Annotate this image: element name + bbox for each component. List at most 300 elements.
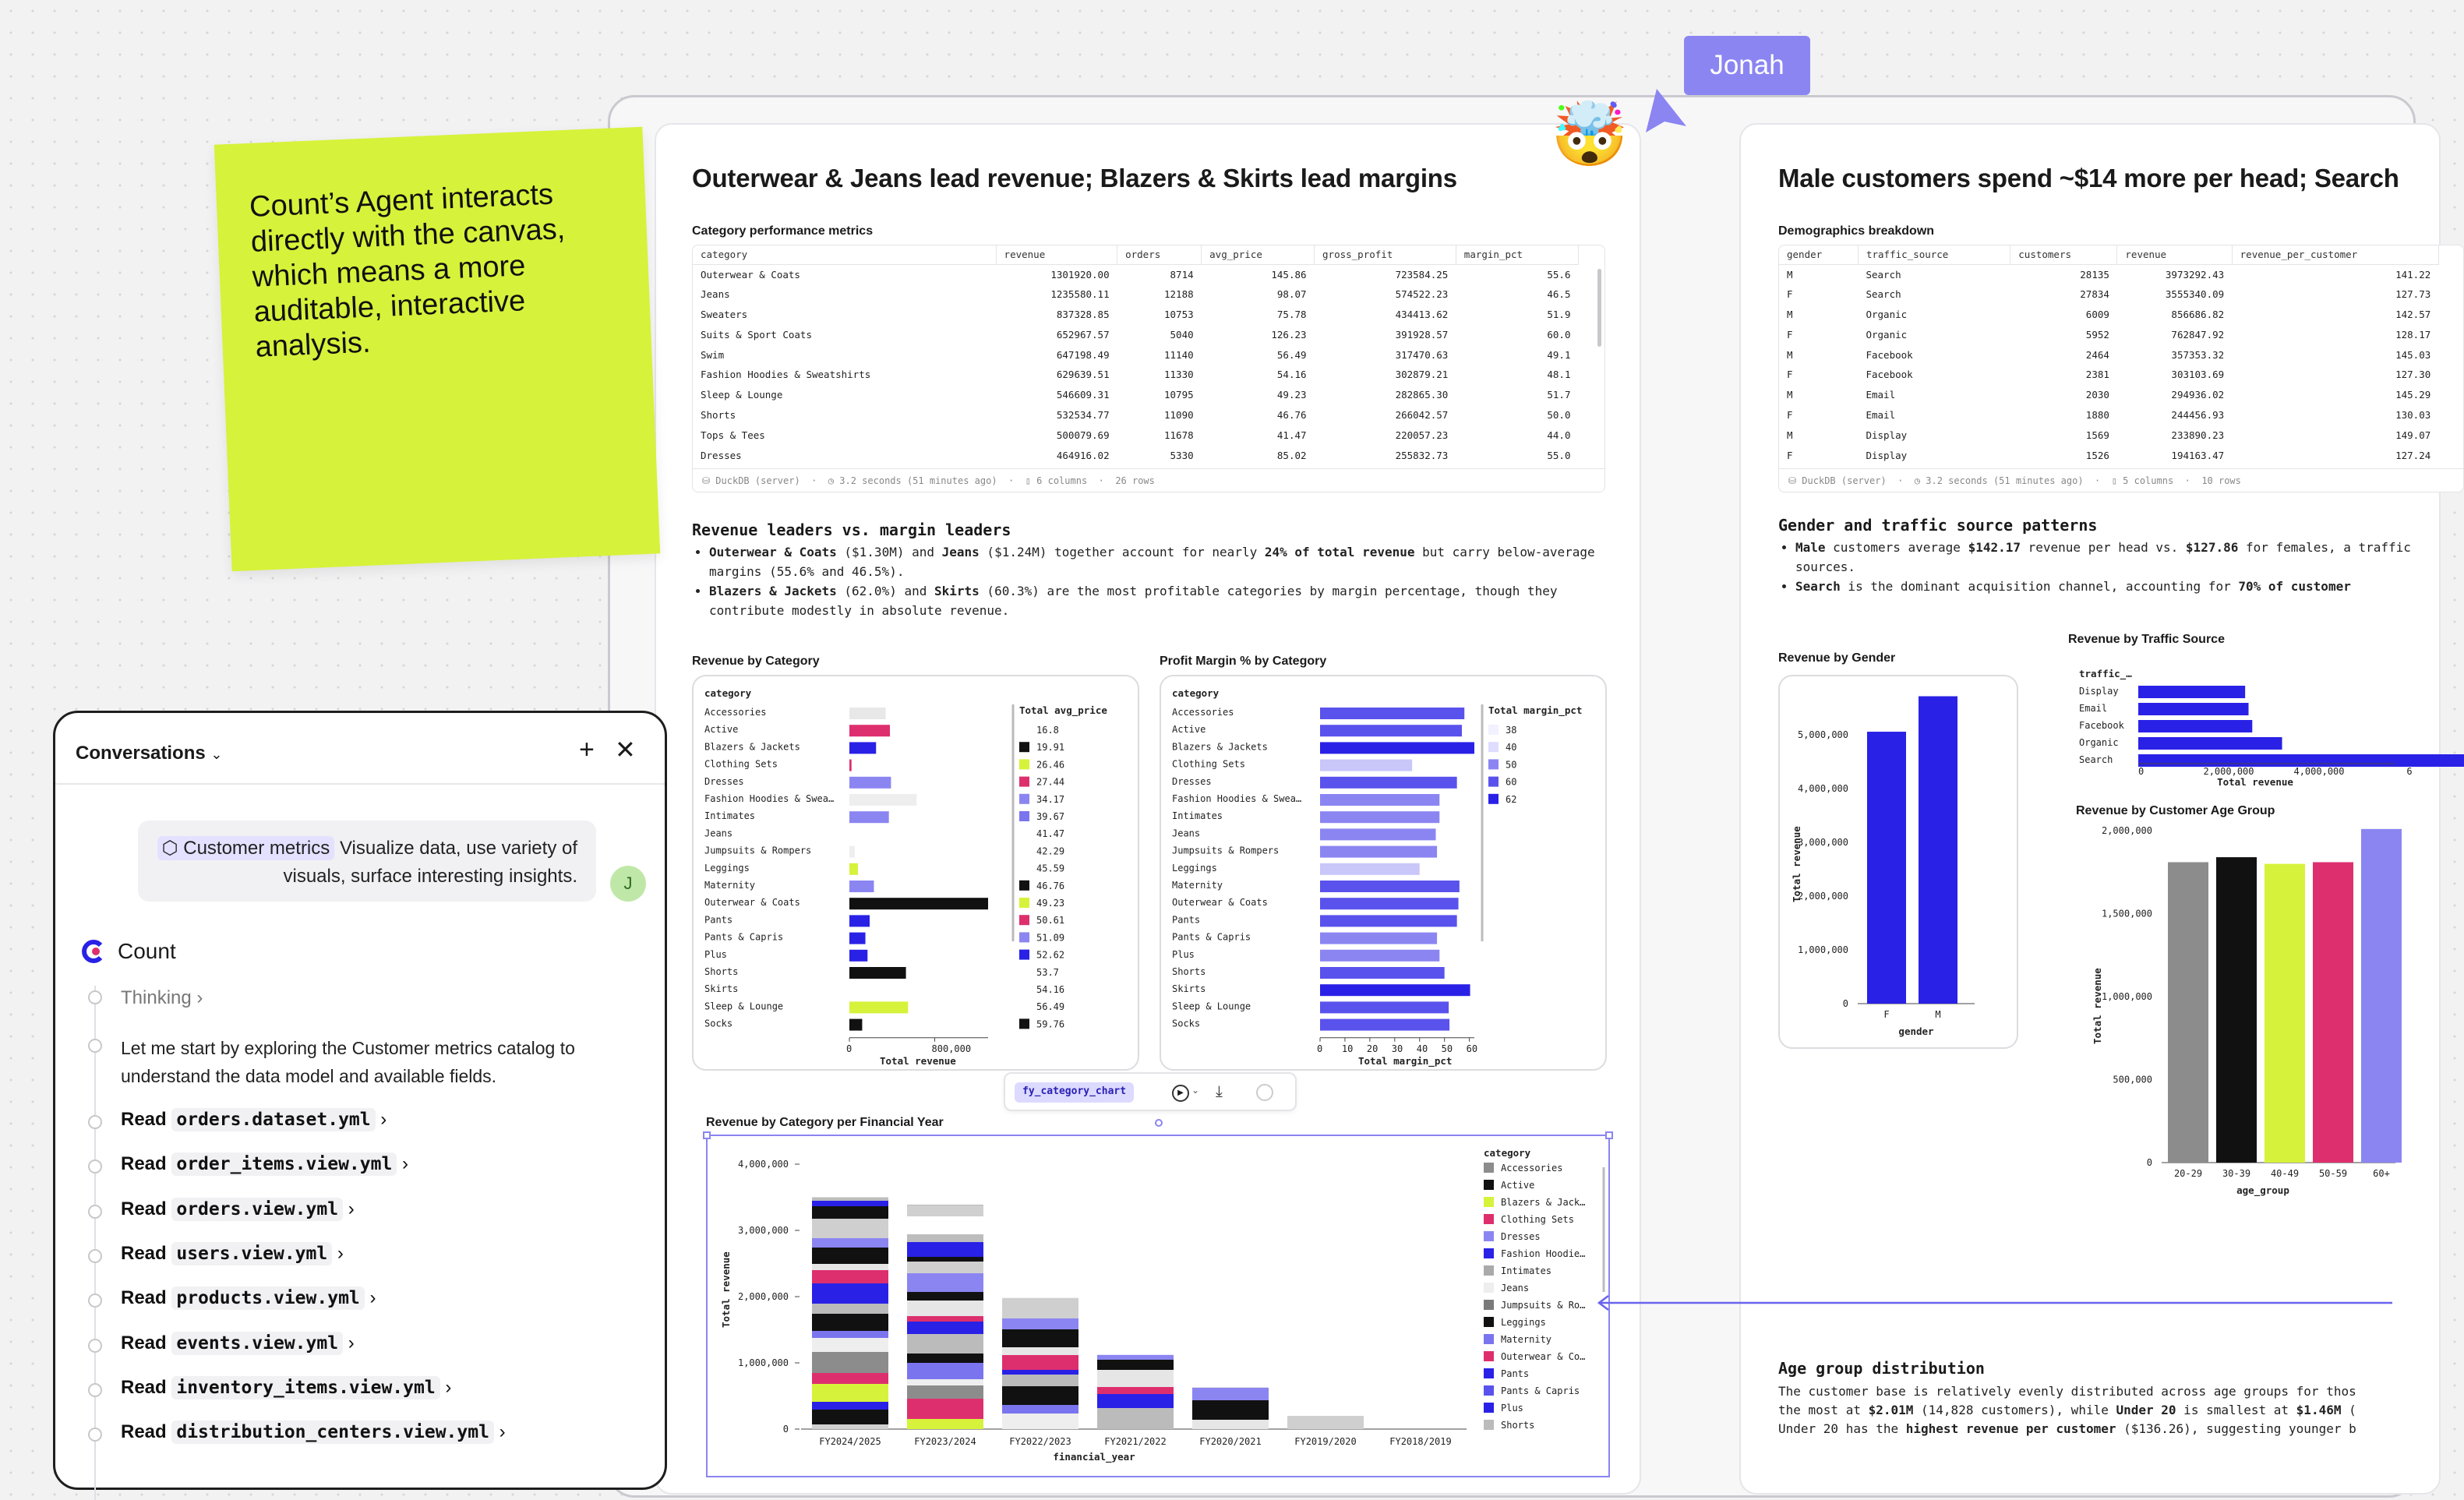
column-header[interactable]: margin_pct — [1456, 245, 1578, 264]
bar[interactable] — [849, 1001, 908, 1013]
tick-label: FY2021/2022 — [1104, 1436, 1166, 1447]
bar-segment[interactable] — [812, 1198, 888, 1202]
bar[interactable] — [1320, 777, 1457, 789]
tick-label: F — [1883, 1009, 1889, 1020]
bar[interactable] — [2138, 686, 2245, 698]
table-row[interactable] — [693, 365, 1604, 385]
step-dot — [88, 1039, 102, 1053]
legend-label: 52.62 — [1036, 950, 1064, 961]
revenue-by-gender-chart[interactable] — [1778, 675, 2018, 1049]
bar[interactable] — [2361, 829, 2402, 1163]
tick-label: Skirts — [1172, 983, 1206, 994]
tick-label: 0 — [1843, 998, 1848, 1009]
legend-label: Pants — [1501, 1368, 1529, 1379]
chart-svg — [694, 676, 1141, 1072]
bar[interactable] — [849, 794, 916, 806]
bar-segment[interactable] — [812, 1248, 888, 1264]
chart-title: Revenue by Category — [692, 655, 820, 669]
thinking-toggle[interactable]: Thinking › — [121, 987, 203, 1009]
bar[interactable] — [1320, 881, 1460, 892]
legend-swatch — [1484, 1403, 1494, 1413]
read-file-step[interactable]: Read products.view.yml › — [121, 1287, 376, 1309]
table-row[interactable] — [693, 405, 1604, 425]
column-header[interactable]: gender — [1779, 245, 1858, 264]
tick-label: FY2024/2025 — [819, 1436, 881, 1447]
bar-segment[interactable] — [812, 1402, 888, 1410]
table-cell: 303103.69 — [2117, 365, 2232, 385]
table-caption: Demographics breakdown — [1778, 224, 1934, 238]
tick-label: Clothing Sets — [704, 759, 778, 770]
section-heading: Revenue leaders vs. margin leaders — [692, 521, 1011, 539]
table-row[interactable] — [693, 305, 1604, 325]
bar-segment[interactable] — [812, 1314, 888, 1331]
bar-segment[interactable] — [1192, 1388, 1269, 1400]
play-icon[interactable]: ▶ — [1172, 1085, 1189, 1102]
bar-segment[interactable] — [907, 1242, 983, 1257]
table-cell: 28135 — [2010, 264, 2117, 284]
table-row[interactable] — [1779, 365, 2463, 385]
bar[interactable] — [2138, 720, 2252, 732]
bar-segment[interactable] — [812, 1373, 888, 1384]
bar-segment[interactable] — [907, 1292, 983, 1301]
bar-segment[interactable] — [907, 1419, 983, 1429]
bar-segment[interactable] — [907, 1205, 983, 1216]
bar-segment[interactable] — [812, 1331, 888, 1338]
tick-label: Outerwear & Coats — [704, 897, 800, 908]
legend-swatch — [1488, 725, 1499, 735]
legend-swatch — [1019, 742, 1029, 752]
bar-segment[interactable] — [1002, 1386, 1078, 1405]
bar[interactable] — [849, 1019, 862, 1031]
table-cell: Outerwear & Coats — [693, 264, 996, 284]
column-header[interactable]: revenue_per_customer — [2232, 245, 2438, 264]
tick-label: FY2020/2021 — [1199, 1436, 1261, 1447]
bar[interactable] — [2216, 857, 2257, 1163]
bar[interactable] — [1867, 732, 1906, 1004]
table-cell: 6009 — [2010, 305, 2117, 325]
legend-label: Shorts — [1501, 1420, 1534, 1431]
bar[interactable] — [2138, 703, 2249, 715]
bar[interactable] — [849, 967, 906, 979]
table-cell: Swim — [693, 344, 996, 365]
legend-swatch — [1484, 1420, 1494, 1430]
table-row[interactable] — [1779, 425, 2463, 445]
tick-label: 2,000,000 — [2203, 766, 2254, 777]
bar[interactable] — [2265, 864, 2305, 1163]
sticky-note[interactable] — [214, 127, 660, 572]
table-row[interactable] — [1779, 284, 2463, 305]
read-file-step[interactable]: Read events.view.yml › — [121, 1332, 355, 1354]
tick-label: Email — [2079, 703, 2107, 714]
bar[interactable] — [1919, 697, 1957, 1004]
bar-segment[interactable] — [907, 1234, 983, 1242]
legend-swatch — [1019, 915, 1029, 925]
y-axis-title: Total revenue — [2092, 968, 2103, 1044]
table-cell: 127.73 — [2232, 284, 2438, 305]
bar-segment[interactable] — [1097, 1408, 1174, 1429]
revenue-by-category-chart[interactable] — [692, 675, 1139, 1071]
bar-segment[interactable] — [812, 1238, 888, 1248]
count-logo-icon — [79, 939, 104, 964]
table-scrollbar[interactable] — [1597, 269, 1601, 347]
bar-segment[interactable] — [1097, 1355, 1174, 1360]
insight-bullets — [1780, 538, 2450, 596]
table-row[interactable] — [1779, 445, 2463, 465]
tick-label: 1,000,000 — [2102, 991, 2152, 1002]
tick-label: Display — [2079, 686, 2119, 697]
table-row[interactable] — [693, 264, 1604, 284]
bar-segment[interactable] — [1192, 1420, 1269, 1429]
bar-segment[interactable] — [907, 1257, 983, 1262]
read-file-step[interactable]: Read orders.view.yml › — [121, 1198, 355, 1220]
column-header[interactable]: category — [693, 245, 996, 264]
chevron-down-icon[interactable]: ⌄ — [1191, 1085, 1199, 1096]
bar-segment[interactable] — [1097, 1370, 1174, 1387]
table-cell: Facebook — [1858, 365, 2010, 385]
table-row[interactable] — [693, 284, 1604, 305]
tick-label: Sleep & Lounge — [704, 1001, 783, 1011]
bar-segment[interactable] — [1002, 1405, 1078, 1414]
legend-swatch — [1019, 932, 1029, 942]
bar-segment[interactable] — [1192, 1400, 1269, 1420]
tick-label: Dresses — [1172, 776, 1212, 787]
chevron-right-icon: › — [402, 1153, 408, 1174]
tick-label: Facebook — [2079, 720, 2125, 731]
chart-title: Revenue by Category per Financial Year — [706, 1116, 944, 1130]
table-cell: 46.5 — [1456, 284, 1578, 305]
bar[interactable] — [1320, 811, 1439, 823]
bar-segment[interactable] — [1002, 1329, 1078, 1347]
bar-segment[interactable] — [907, 1322, 983, 1334]
bar[interactable] — [1320, 967, 1445, 979]
step-dot — [88, 1383, 102, 1397]
table-cell: M — [1779, 344, 1858, 365]
bar[interactable] — [1320, 1001, 1449, 1013]
bar-segment[interactable] — [1192, 1387, 1269, 1388]
legend-swatch — [1484, 1368, 1494, 1378]
step-dot — [88, 1159, 102, 1174]
chevron-right-icon: › — [380, 1109, 387, 1130]
bar-segment[interactable] — [1002, 1347, 1078, 1355]
table-cell: M — [1779, 305, 1858, 325]
read-file-step[interactable]: Read order_items.view.yml › — [121, 1153, 408, 1175]
bar[interactable] — [849, 984, 855, 996]
tick-label: FY2022/2023 — [1009, 1436, 1071, 1447]
table-cell: 302879.21 — [1315, 365, 1456, 385]
legend-label: Outerwear & Co… — [1501, 1351, 1585, 1362]
table-row[interactable] — [1779, 305, 2463, 325]
table-row[interactable] — [693, 344, 1604, 365]
bar[interactable] — [849, 725, 890, 736]
bar[interactable] — [1320, 950, 1439, 962]
tick-label: Shorts — [1172, 966, 1206, 977]
chevron-down-icon: ⌄ — [210, 746, 222, 762]
table-row[interactable] — [693, 324, 1604, 344]
chart-toolbar — [1004, 1072, 1297, 1111]
bar-segment[interactable] — [812, 1283, 888, 1304]
bar-segment[interactable] — [1287, 1416, 1364, 1429]
bullet-item: • Search is the dominant acquisition channel, accounting for 70% of customer — [1795, 577, 2450, 596]
table-cell: 3555340.09 — [2117, 284, 2232, 305]
legend-swatch — [1484, 1317, 1494, 1327]
revenue-by-age-chart[interactable] — [2068, 823, 2395, 1212]
tick-label: Dresses — [704, 776, 744, 787]
profit-margin-chart[interactable] — [1160, 675, 1607, 1071]
bar[interactable] — [1320, 933, 1437, 944]
bar-segment[interactable] — [812, 1201, 888, 1206]
bar[interactable] — [2138, 754, 2464, 767]
bar-segment[interactable] — [907, 1262, 983, 1273]
tick-label: Jeans — [704, 828, 732, 838]
emoji-reaction[interactable]: 🤯 — [1551, 100, 1629, 170]
table-cell: 762847.92 — [2117, 324, 2232, 344]
resize-handle[interactable] — [703, 1131, 711, 1139]
bar[interactable] — [849, 811, 889, 823]
bar-segment[interactable] — [907, 1354, 983, 1363]
bar[interactable] — [849, 933, 866, 944]
report-page-right — [1739, 123, 2441, 1495]
bar-segment[interactable] — [812, 1270, 888, 1283]
legend-label: 26.46 — [1036, 759, 1064, 770]
bar[interactable] — [849, 915, 870, 926]
table-row[interactable] — [693, 445, 1604, 465]
column-header[interactable]: orders — [1117, 245, 1202, 264]
selected-chart-frame[interactable] — [706, 1135, 1610, 1477]
table-cell: 54.16 — [1202, 365, 1315, 385]
insight-bullets — [694, 542, 1605, 620]
legend-label: Intimates — [1501, 1265, 1551, 1276]
bar-segment[interactable] — [907, 1334, 983, 1354]
category-metrics-table[interactable] — [692, 245, 1605, 492]
bar[interactable] — [849, 846, 855, 858]
conversations-panel[interactable] — [53, 711, 667, 1490]
page-title: Outerwear & Jeans lead revenue; Blazers & Skirts lead margins — [692, 164, 1457, 193]
table-cell: 98.07 — [1202, 284, 1315, 305]
bar-segment[interactable] — [1002, 1298, 1078, 1318]
tick-label: 0 — [2138, 766, 2144, 777]
table-row[interactable] — [693, 385, 1604, 405]
tick-label: 50 — [1442, 1043, 1453, 1054]
table-cell: 41.47 — [1202, 425, 1315, 445]
table-cell: 126.23 — [1202, 324, 1315, 344]
agent-intro: Let me start by exploring the Customer metrics catalog to understand the data model and available fields. — [121, 1034, 651, 1090]
bar-segment[interactable] — [1002, 1375, 1078, 1386]
bar-segment[interactable] — [812, 1424, 888, 1429]
table-row[interactable] — [693, 425, 1604, 445]
legend-swatch — [1019, 881, 1029, 891]
age-paragraph: The customer base is relatively evenly distributed across age groups for thos the most at $2.01M (14,828 customers), while Under 20 is smallest at $1.46M ( Under 20 has the highest revenue per customer ($136.26), suggesting younger b — [1778, 1382, 2356, 1438]
thread-line — [94, 986, 96, 1500]
bar-segment[interactable] — [1097, 1394, 1174, 1408]
bar[interactable] — [1320, 984, 1470, 996]
cell-name-chip[interactable]: fy_category_chart — [1015, 1082, 1134, 1103]
bar[interactable] — [2138, 737, 2282, 750]
clock-icon: ◷ — [828, 475, 834, 486]
tick-label: Accessories — [1172, 707, 1234, 718]
tick-label: 1,000,000 — [738, 1357, 789, 1368]
bar[interactable] — [1320, 794, 1439, 806]
table-cell: Display — [1858, 445, 2010, 465]
tick-label: 1,000,000 — [1798, 944, 1848, 955]
chart-title: Revenue by Traffic Source — [2068, 633, 2225, 647]
resize-handle[interactable] — [1605, 1131, 1613, 1139]
bar[interactable] — [849, 881, 874, 892]
legend-swatch — [1484, 1248, 1494, 1258]
bar[interactable] — [849, 863, 858, 875]
tick-label: FY2023/2024 — [914, 1436, 976, 1447]
table-cell: 127.24 — [2232, 445, 2438, 465]
bar[interactable] — [1320, 863, 1420, 875]
bar-segment[interactable] — [1002, 1414, 1078, 1429]
bar-segment[interactable] — [812, 1384, 888, 1402]
table-cell: Fashion Hoodies & Sweatshirts — [693, 365, 996, 385]
bar[interactable] — [1320, 898, 1459, 909]
legend-label: 53.7 — [1036, 967, 1059, 978]
tick-label: FY2018/2019 — [1389, 1436, 1451, 1447]
bar-segment[interactable] — [812, 1219, 888, 1238]
bar[interactable] — [1320, 725, 1462, 736]
bar-segment[interactable] — [907, 1379, 983, 1385]
read-file-step[interactable]: Read users.view.yml › — [121, 1243, 344, 1265]
table-cell: F — [1779, 284, 1858, 305]
read-file-step[interactable]: Read inventory_items.view.yml › — [121, 1377, 451, 1399]
table-cell: 1235580.11 — [996, 284, 1117, 305]
conversations-title[interactable]: Conversations ⌄ — [76, 743, 222, 764]
tick-label: Active — [704, 724, 738, 735]
bar[interactable] — [1320, 760, 1412, 771]
bar[interactable] — [1320, 1019, 1449, 1031]
bar-segment[interactable] — [1097, 1387, 1174, 1394]
bar-segment[interactable] — [1097, 1360, 1174, 1370]
catalog-chip[interactable]: ⬡ Customer metrics — [157, 836, 335, 860]
legend-label: Leggings — [1501, 1317, 1546, 1328]
bar[interactable] — [1320, 828, 1436, 840]
bar-segment[interactable] — [812, 1352, 888, 1373]
bar-segment[interactable] — [907, 1385, 983, 1399]
chart-svg — [708, 1136, 1608, 1479]
bar-segment[interactable] — [907, 1273, 983, 1292]
y-axis-title: Total revenue — [1791, 826, 1802, 902]
tick-label: 30 — [1392, 1043, 1403, 1054]
download-icon[interactable]: ⤓ — [1216, 1083, 1223, 1101]
read-file-step[interactable]: Read distribution_centers.view.yml › — [121, 1421, 506, 1443]
read-file-step[interactable]: Read orders.dataset.yml › — [121, 1109, 387, 1131]
bar-segment[interactable] — [907, 1316, 983, 1322]
bar[interactable] — [2313, 862, 2353, 1163]
table-cell: 1569 — [2010, 425, 2117, 445]
chevron-right-icon: › — [445, 1377, 451, 1398]
bar[interactable] — [849, 760, 852, 771]
bar-segment[interactable] — [812, 1264, 888, 1270]
column-header[interactable]: revenue — [2117, 245, 2232, 264]
tick-label: 4,000,000 — [2293, 766, 2344, 777]
bar[interactable] — [1320, 915, 1457, 926]
bar-segment[interactable] — [907, 1216, 983, 1234]
column-header[interactable]: avg_price — [1202, 245, 1315, 264]
tick-label: Skirts — [704, 983, 738, 994]
bar[interactable] — [1320, 708, 1464, 719]
table-cell: M — [1779, 425, 1858, 445]
step-dot — [88, 1205, 102, 1219]
tick-label: Accessories — [704, 707, 766, 718]
bar[interactable] — [1320, 742, 1474, 754]
conversations-header — [55, 713, 665, 785]
legend-swatch — [1488, 742, 1499, 752]
table-cell: Organic — [1858, 305, 2010, 325]
table-cell: 282865.30 — [1315, 385, 1456, 405]
rotate-handle[interactable] — [1155, 1119, 1163, 1127]
bar-segment[interactable] — [812, 1338, 888, 1352]
bar-segment[interactable] — [812, 1304, 888, 1314]
tick-label: Blazers & Jackets — [1172, 741, 1268, 752]
table-cell: Shorts — [693, 405, 996, 425]
table-cell: 127.30 — [2232, 365, 2438, 385]
table-row[interactable] — [1779, 385, 2463, 405]
legend-label: 38 — [1506, 725, 1516, 736]
table-cell: 434413.62 — [1315, 305, 1456, 325]
bar[interactable] — [849, 898, 988, 909]
add-icon[interactable]: + — [579, 735, 595, 765]
table-row[interactable] — [1779, 264, 2463, 284]
column-header[interactable]: gross_profit — [1315, 245, 1456, 264]
step-dot — [88, 1294, 102, 1308]
legend-swatch — [1019, 811, 1029, 821]
bar-segment[interactable] — [812, 1206, 888, 1219]
table-row[interactable] — [1779, 344, 2463, 365]
x-axis-title: Total margin_pct — [1358, 1055, 1452, 1068]
table-cell: 27834 — [2010, 284, 2117, 305]
revenue-by-traffic-chart[interactable] — [2068, 651, 2395, 784]
tick-label: Intimates — [1172, 810, 1223, 821]
bar[interactable] — [849, 777, 891, 789]
table-cell: 652967.57 — [996, 324, 1117, 344]
legend-label: 41.47 — [1036, 828, 1064, 839]
table-row[interactable] — [1779, 324, 2463, 344]
table-cell: Tops & Tees — [693, 425, 996, 445]
bar-segment[interactable] — [1002, 1370, 1078, 1375]
table-cell: 49.1 — [1456, 344, 1578, 365]
table-cell: Sweaters — [693, 305, 996, 325]
table-row[interactable] — [1779, 405, 2463, 425]
column-header[interactable]: traffic_source — [1858, 245, 2010, 264]
tick-label: 10 — [1342, 1043, 1353, 1054]
tick-label: 60 — [1467, 1043, 1477, 1054]
table-cell: 723584.25 — [1315, 264, 1456, 284]
bar[interactable] — [849, 742, 876, 754]
bar[interactable] — [2168, 862, 2208, 1163]
legend-swatch — [1484, 1180, 1494, 1190]
column-header[interactable]: revenue — [996, 245, 1117, 264]
step-dot — [88, 1339, 102, 1353]
bar-segment[interactable] — [907, 1399, 983, 1419]
chevron-right-icon: › — [500, 1421, 506, 1442]
bar-segment[interactable] — [812, 1410, 888, 1424]
tick-label: 3,000,000 — [738, 1225, 789, 1236]
bar[interactable] — [1320, 846, 1437, 858]
legend-label: Fashion Hoodie… — [1501, 1248, 1585, 1259]
demographics-table[interactable] — [1778, 245, 2464, 492]
bar-segment[interactable] — [1002, 1318, 1078, 1329]
close-icon[interactable]: ✕ — [615, 735, 636, 764]
bar-segment[interactable] — [1002, 1355, 1078, 1370]
bar-segment[interactable] — [907, 1363, 983, 1379]
bar[interactable] — [849, 950, 867, 962]
bar[interactable] — [849, 828, 982, 840]
bar[interactable] — [849, 708, 886, 719]
column-header[interactable]: customers — [2010, 245, 2117, 264]
tick-label: 50-59 — [2319, 1168, 2347, 1179]
bar-segment[interactable] — [907, 1301, 983, 1316]
